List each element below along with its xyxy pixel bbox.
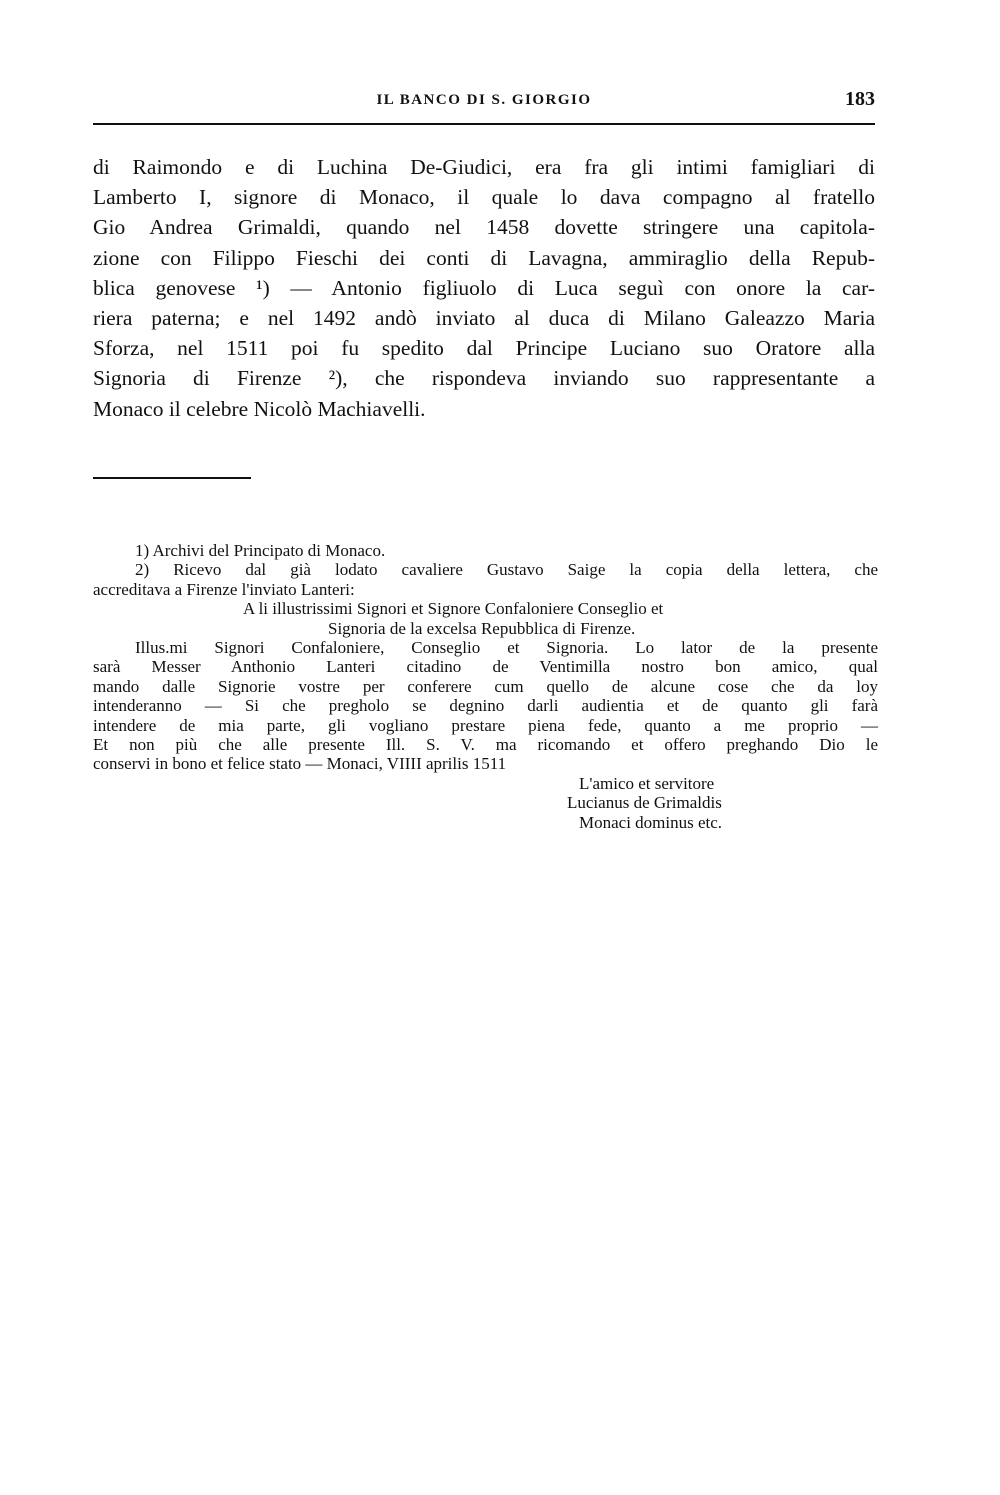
letter-signature: Monaci dominus etc. (579, 812, 723, 832)
body-line: Signoria di Firenze ²), che rispondeva inviando suo rappresentante a (93, 366, 875, 391)
page-header (93, 88, 875, 120)
footnote-separator (93, 477, 251, 479)
letter-signature: L'amico et servitore (579, 773, 715, 793)
body-line: zione con Filippo Fieschi dei conti di Lavagna, ammiraglio della Repub- (93, 245, 875, 270)
body-line: di Raimondo e di Luchina De-Giudici, era fra gli intimi famigliari di (93, 155, 875, 179)
footnote-1: 1) Archivi del Principato di Monaco. (135, 541, 386, 560)
page-number: 183 (845, 88, 875, 110)
body-line: Lamberto I, signore di Monaco, il quale lo dava compagno al fratello (93, 185, 875, 210)
running-title: IL BANCO DI S. GIORGIO (376, 92, 592, 108)
letter-signature: Lucianus de Grimaldis (567, 793, 722, 813)
footnotes (93, 541, 878, 832)
letter-line: Et non più che alle presente Ill. S. V. ma ricomando et offero preghando Dio le (93, 735, 878, 755)
header-rule (93, 123, 875, 125)
footnote-2-line: accreditava a Firenze l'inviato Lanteri: (93, 579, 355, 599)
letter-line: Illus.mi Signori Confaloniere, Conseglio et Signoria. Lo lator de la presente (135, 638, 878, 658)
letter-line: conservi in bono et felice stato — Monaci, VIIII aprilis 1511 (93, 754, 507, 774)
body-paragraph (93, 152, 875, 424)
letter-line: sarà Messer Anthonio Lanteri citadino de Ventimilla nostro bon amico, qual (93, 657, 878, 677)
letter-line: intendere de mia parte, gli vogliano prestare piena fede, quanto a me proprio — (93, 715, 878, 735)
letter-line: intenderanno — Si che pregholo se degnino darli audientia et de quanto gli farà (93, 696, 878, 716)
body-line: riera paterna; e nel 1492 andò inviato al duca di Milano Galeazzo Maria (93, 306, 875, 331)
footnote-2-line: 2) Ricevo dal già lodato cavaliere Gustavo Saige la copia della lettera, che (135, 560, 878, 580)
letter-address: Signoria de la excelsa Repubblica di Firenze. (328, 618, 636, 638)
body-line: Gio Andrea Grimaldi, quando nel 1458 dovette stringere una capitola- (93, 215, 875, 240)
body-line: Monaco il celebre Nicolò Machiavelli. (93, 396, 426, 421)
body-line: Sforza, nel 1511 poi fu spedito dal Principe Luciano suo Oratore alla (93, 336, 875, 361)
letter-line: mando dalle Signorie vostre per conferere cum quello de alcune cose che da loy (93, 676, 878, 696)
letter-address: A li illustrissimi Signori et Signore Confaloniere Conseglio et (243, 599, 664, 619)
body-line: blica genovese ¹) — Antonio figliuolo di Luca seguì con onore la car- (93, 275, 875, 300)
